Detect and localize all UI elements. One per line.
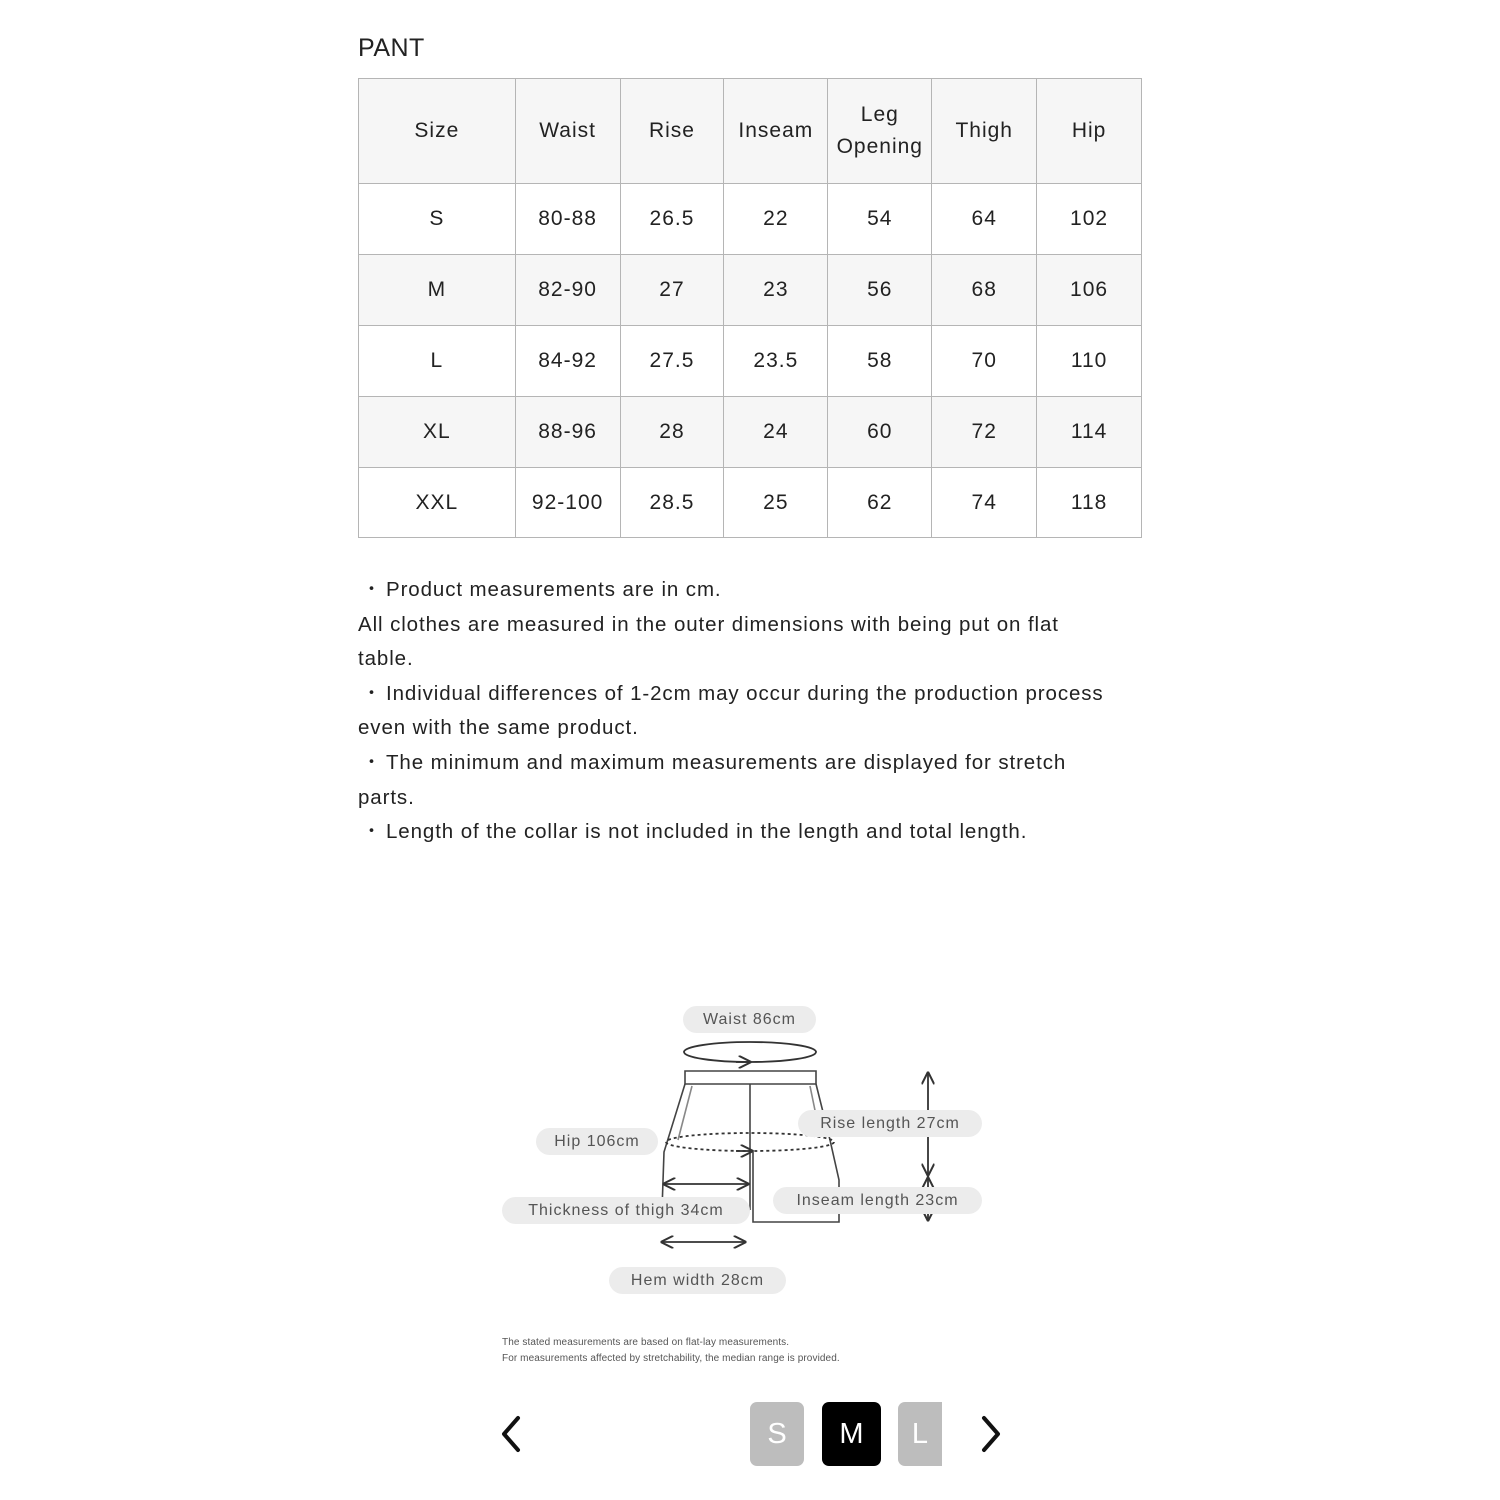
header-leg-opening: Leg Opening (828, 79, 932, 184)
size-option-m[interactable]: M (822, 1402, 881, 1466)
chevron-right-icon (980, 1414, 1004, 1454)
table-cell: L (359, 326, 516, 397)
table-cell: 26.5 (620, 184, 724, 255)
table-cell: 23 (724, 255, 828, 326)
inseam-label: Inseam length 23cm (773, 1187, 982, 1214)
table-cell: 80-88 (515, 184, 620, 255)
thigh-label: Thickness of thigh 34cm (502, 1197, 750, 1224)
table-cell: XL (359, 397, 516, 468)
table-cell: 60 (828, 397, 932, 468)
note-text: Length of the collar is not included in the length and total length. (386, 820, 1028, 844)
table-row (359, 184, 1142, 255)
table-cell: 84-92 (515, 326, 620, 397)
size-chart-table (358, 78, 1142, 538)
header-waist: Waist (515, 79, 620, 184)
header-size: Size (359, 79, 516, 184)
table-cell: 70 (932, 326, 1037, 397)
fine-print-line: The stated measurements are based on flat-lay measurements. (502, 1337, 790, 1348)
table-cell: 22 (724, 184, 828, 255)
page-title: PANT (358, 34, 425, 62)
table-row (359, 326, 1142, 397)
table-cell: 28.5 (620, 468, 724, 538)
rise-label: Rise length 27cm (798, 1110, 982, 1137)
prev-size-button[interactable] (490, 1412, 530, 1456)
table-cell: S (359, 184, 516, 255)
table-cell: 64 (932, 184, 1037, 255)
bullet: ・ (361, 750, 383, 774)
header-hip: Hip (1037, 79, 1142, 184)
note-text: Individual differences of 1-2cm may occur during the production process even with the same product. (358, 681, 1104, 740)
bullet: ・ (361, 681, 383, 705)
bullet: ・ (361, 578, 383, 601)
table-cell: 25 (724, 468, 828, 538)
table-cell: 68 (932, 255, 1037, 326)
note-item (358, 746, 1118, 815)
table-row (359, 397, 1142, 468)
note-text: All clothes are measured in the outer dimensions with being put on flat table. (358, 612, 1059, 671)
bullet: ・ (361, 820, 383, 844)
table-cell: 88-96 (515, 397, 620, 468)
size-option-l[interactable]: L (898, 1402, 942, 1466)
next-size-button[interactable] (972, 1412, 1012, 1456)
table-cell: 72 (932, 397, 1037, 468)
table-cell: 27.5 (620, 326, 724, 397)
chevron-left-icon (498, 1414, 522, 1454)
table-cell: 82-90 (515, 255, 620, 326)
note-item (358, 677, 1118, 746)
table-cell: M (359, 255, 516, 326)
table-cell: 56 (828, 255, 932, 326)
table-cell: XXL (359, 468, 516, 538)
table-cell: 23.5 (724, 326, 828, 397)
table-cell: 74 (932, 468, 1037, 538)
note-text: Product measurements are in cm. (386, 578, 722, 601)
measurement-notes (358, 573, 1118, 850)
header-inseam: Inseam (724, 79, 828, 184)
table-header-row (359, 79, 1142, 184)
header-rise: Rise (620, 79, 724, 184)
table-row (359, 255, 1142, 326)
table-cell: 102 (1037, 184, 1142, 255)
table-row (359, 468, 1142, 538)
table-cell: 110 (1037, 326, 1142, 397)
table-cell: 58 (828, 326, 932, 397)
table-cell: 28 (620, 397, 724, 468)
note-text: The minimum and maximum measurements are displayed for stretch parts. (358, 750, 1067, 809)
header-thigh: Thigh (932, 79, 1037, 184)
table-cell: 106 (1037, 255, 1142, 326)
table-cell: 54 (828, 184, 932, 255)
waist-measure-ellipse (684, 1042, 816, 1062)
size-option-s[interactable]: S (750, 1402, 804, 1466)
table-cell: 118 (1037, 468, 1142, 538)
note-item (358, 815, 1118, 850)
waist-label: Waist 86cm (683, 1006, 816, 1033)
table-cell: 27 (620, 255, 724, 326)
table-cell: 62 (828, 468, 932, 538)
fine-print (502, 1335, 840, 1367)
hip-label: Hip 106cm (536, 1128, 658, 1155)
hem-label: Hem width 28cm (609, 1267, 786, 1294)
table-cell: 24 (724, 397, 828, 468)
fine-print-line: For measurements affected by stretchability, the median range is provided. (502, 1353, 840, 1364)
table-cell: 114 (1037, 397, 1142, 468)
note-item (358, 573, 1118, 608)
table-cell: 92-100 (515, 468, 620, 538)
